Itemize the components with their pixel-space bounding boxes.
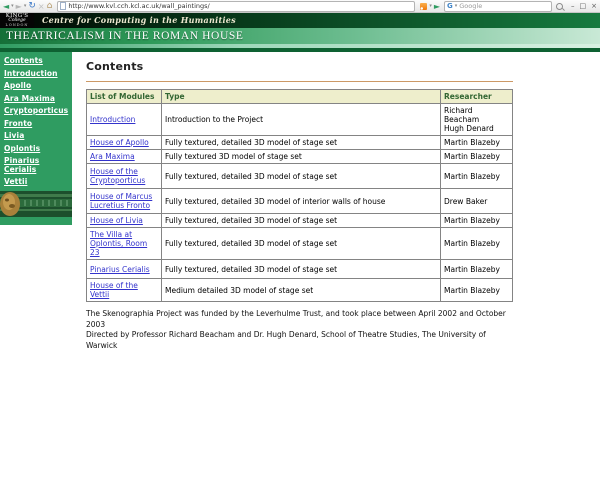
google-search-box[interactable] [444,1,552,12]
google-logo-icon: G [447,2,453,10]
module-link-the-villa-at-oplontis-room-23[interactable]: The Villa at Oplontis, Room 23 [90,230,148,257]
cell-researcher: Martin Blazeby [441,279,513,302]
module-link-house-of-the-vettii[interactable]: House of the Vettii [90,281,138,299]
column-header-researcher: Researcher [441,90,513,104]
cell-type: Fully textured, detailed 3D model of stage set [162,260,441,279]
cell-researcher: Martin Blazeby [441,150,513,164]
kings-college-logo [0,13,34,28]
table-row-house-of-apollo [87,136,513,150]
page-icon [60,2,66,10]
cell-type: Fully textured, detailed 3D model of stage set [162,136,441,150]
sidebar-item-fronto[interactable]: Fronto [4,118,33,128]
table-row-house-of-the-cryptoporticus [87,164,513,189]
cell-module [87,189,162,214]
refresh-icon[interactable]: ↻ [28,0,36,11]
cell-researcher: Drew Baker [441,189,513,214]
cell-type: Fully textured, detailed 3D model of interior walls of house [162,189,441,214]
search-placeholder: Google [459,2,483,10]
cell-module [87,104,162,136]
module-link-house-of-the-cryptoporticus[interactable]: House of the Cryptoporticus [90,167,146,185]
cell-module [87,228,162,260]
module-link-ara-maxima[interactable]: Ara Maxima [90,152,135,161]
address-bar[interactable] [57,1,415,12]
minimize-button[interactable]: – [571,1,575,10]
modules-table [86,89,513,302]
table-row-pinarius-cerialis [87,260,513,279]
cell-researcher: Martin Blazeby [441,136,513,150]
dark-green-strip [0,48,600,52]
cell-researcher: Martin Blazeby [441,228,513,260]
close-button[interactable]: × [591,1,597,10]
table-row-introduction [87,104,513,136]
module-link-house-of-apollo[interactable]: House of Apollo [90,138,149,147]
divider-rule [86,81,513,82]
module-link-introduction[interactable]: Introduction [90,115,136,124]
sidebar-item-introduction[interactable]: Introduction [4,68,58,78]
module-link-house-of-livia[interactable]: House of Livia [90,216,143,225]
sidebar-item-ara-maxima[interactable]: Ara Maxima [4,93,55,103]
cell-type: Fully textured, detailed 3D model of stage set [162,164,441,189]
cell-module [87,136,162,150]
footer-line-1: The Skenographia Project was funded by the Leverhulme Trust, and took place between April 2002 and October 2003 [86,309,506,329]
department-name: Centre for Computing in the Humanities [42,15,236,25]
cell-type: Fully textured 3D model of stage set [162,150,441,164]
site-title-band [0,28,600,44]
column-header-list-of-modules: List of Modules [87,90,162,104]
sidebar-item-livia[interactable]: Livia [4,131,25,140]
rss-feed-icon[interactable] [420,3,427,10]
cell-type: Introduction to the Project [162,104,441,136]
cell-type: Medium detailed 3D model of stage set [162,279,441,302]
table-row-the-villa-at-oplontis-room-23 [87,228,513,260]
search-dropdown-icon[interactable]: ▾ [454,3,458,9]
table-header-row [87,90,513,104]
module-link-house-of-marcus-lucretius-fronto[interactable]: House of Marcus Lucretius Fronto [90,192,153,210]
forward-dropdown-icon[interactable]: ▾ [23,3,27,9]
sidebar-item-vettii[interactable]: Vettii [4,177,28,186]
cell-module [87,214,162,228]
search-magnifier-icon[interactable] [556,3,563,10]
cell-researcher: Martin Blazeby [441,214,513,228]
header-top-band [0,13,600,28]
cell-researcher: Martin Blazeby [441,164,513,189]
feed-dropdown-icon[interactable]: ▾ [429,3,432,9]
sidebar-item-pinarius-cerialis[interactable]: Pinarius Cerialis [4,156,40,174]
table-body [87,104,513,302]
footer-line-2: Directed by Professor Richard Beacham and Dr. Hugh Denard, School of Theatre Studies, The University of Warwick [86,330,486,350]
cell-type: Fully textured, detailed 3D model of stage set [162,214,441,228]
back-dropdown-icon[interactable]: ▾ [11,3,14,9]
site-title: THEATRICALISM IN THE ROMAN HOUSE [6,30,244,42]
forward-icon[interactable]: ► [15,1,22,11]
cell-type: Fully textured, detailed 3D model of stage set [162,228,441,260]
sidebar-nav [0,57,72,187]
url-input[interactable] [68,2,412,10]
table-row-house-of-livia [87,214,513,228]
logo-line2: College [8,18,26,23]
module-link-pinarius-cerialis[interactable]: Pinarius Cerialis [90,264,150,274]
table-row-house-of-marcus-lucretius-fronto [87,189,513,214]
fresco-thumbnail-image [0,191,72,217]
cell-researcher: Richard Beacham Hugh Denard [441,104,513,136]
sidebar-item-cryptoporticus[interactable]: Cryptoporticus [4,106,69,115]
sidebar-item-contents[interactable]: Contents [4,56,43,65]
stop-icon[interactable]: × [37,1,45,11]
browser-toolbar [0,0,600,13]
sidebar-item-oplontis[interactable]: Oplontis [4,143,41,153]
go-icon[interactable]: ► [433,1,440,11]
table-row-ara-maxima [87,150,513,164]
home-icon[interactable]: ⌂ [46,0,53,11]
cell-researcher: Martin Blazeby [441,260,513,279]
sidebar-item-apollo[interactable]: Apollo [4,81,32,90]
window-controls [571,2,597,11]
column-header-type: Type [162,90,441,104]
cell-module [87,150,162,164]
back-icon[interactable]: ◄ [3,1,10,11]
logo-line1: KING'S [5,13,29,19]
cell-module [87,260,162,279]
table-row-house-of-the-vettii [87,279,513,302]
logo-line3: LONDON [5,23,29,27]
page-title: Contents [86,60,144,73]
maximize-button[interactable]: □ [579,1,587,10]
sidebar [0,52,72,225]
project-footer [86,309,513,351]
main-content [86,60,513,351]
cell-module [87,279,162,302]
cell-module [87,164,162,189]
